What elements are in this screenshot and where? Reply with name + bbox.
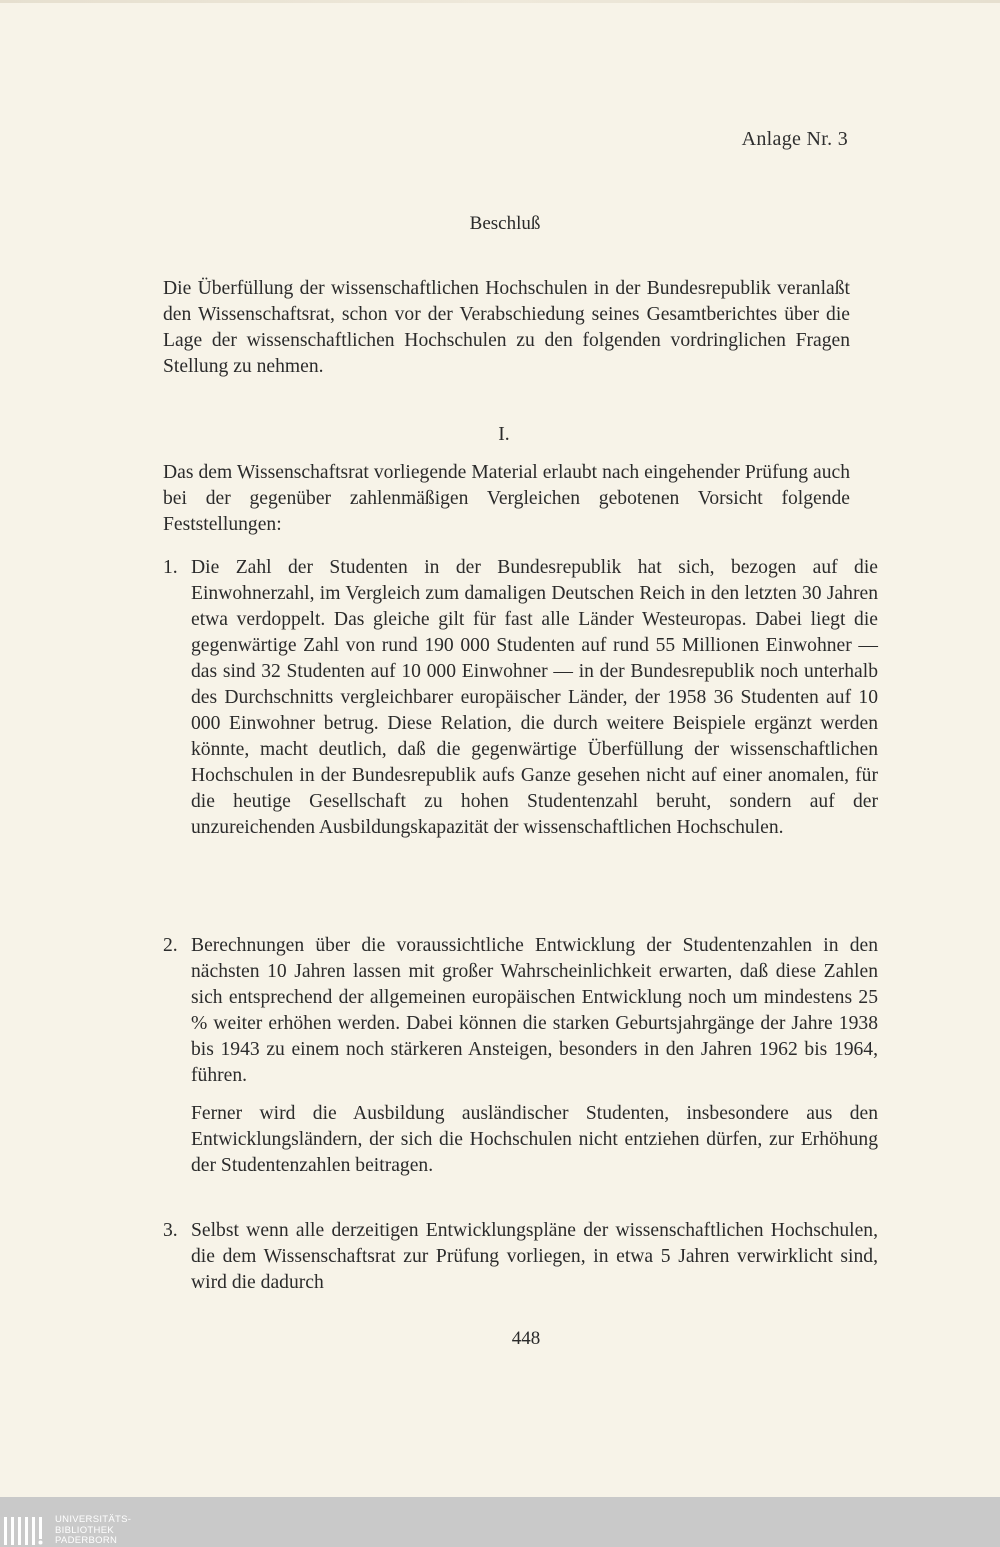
page-number: 448 xyxy=(511,1328,541,1349)
document-title: Beschluß xyxy=(469,213,541,234)
intro-paragraph xyxy=(163,276,850,380)
library-footer-bar xyxy=(0,1497,1000,1547)
list-item xyxy=(163,1218,878,1296)
library-name-line: UNIVERSITÄTS- xyxy=(55,1514,132,1525)
library-name xyxy=(55,1515,131,1547)
list-item xyxy=(163,555,878,841)
list-item-number: 3. xyxy=(163,1220,178,1241)
library-name-line: PADERBORN xyxy=(55,1535,118,1546)
list-item-text: Berechnungen über die voraussichtliche Entwicklung der Studentenzahlen in den nächsten 10 Jahren lassen mit großer Wahrscheinlichkeit erwarten, daß diese Zahlen sich entsprechend der allgemeinen europäischen Entwicklung noch um mindestens 25 % weiter erhöhen werden. Dabei können die starken Geburtsjahrgänge der Jahre 1938 bis 1943 zu einem noch stärkeren Ansteigen, besonders in den Jahren 1962 bis 1964, führen. xyxy=(191,935,878,1086)
intro-text: Die Überfüllung der wissenschaftlichen Hochschulen in der Bundesrepublik veranlaßt den Wissenschaftsrat, schon vor der Verabschiedung seines Gesamtberichtes über die Lage der wissenschaftlichen Hochschulen zu den folgenden vordringlichen Fragen Stellung zu nehmen. xyxy=(163,278,850,377)
list-item-text: Selbst wenn alle derzeitigen Entwicklungspläne der wissenschaftlichen Hochschulen, die dem Wissenschaftsrat zur Prüfung vorliegen, in etwa 5 Jahren verwirklicht sind, wird die dadurch xyxy=(191,1220,878,1293)
list-item-text: Die Zahl der Studenten in der Bundesrepublik hat sich, bezogen auf die Einwohnerzahl, im Vergleich zum damaligen Deutschen Reich in den letzten 30 Jahren etwa verdoppelt. Das gleiche gilt für fast alle Länder Westeuropas. Dabei liegt die gegenwärtige Zahl von rund 190 000 Studenten auf rund 55 Millionen Einwohner — das sind 32 Studenten auf 10 000 Einwohner — in der Bundesrepublik noch unterhalb des Durchschnitts vergleichbarer europäischer Länder, der 1958 36 Studenten auf 10 000 Einwohner betrug. Diese Relation, die durch weitere Beispiele ergänzt werden könnte, macht deutlich, daß die gegenwärtige Überfüllung der wissenschaftlichen Hochschulen in der Bundesrepublik aufs Ganze gesehen nicht auf einer anomalen, für die heutige Gesellschaft zu hohen Studentenzahl beruht, sondern auf der unzureichenden Ausbildungskapazität der wissenschaftlichen Hochschulen. xyxy=(191,557,878,838)
list-item-number: 2. xyxy=(163,935,178,956)
annex-label: Anlage Nr. 3 xyxy=(741,128,848,150)
list-item xyxy=(163,933,878,1179)
list-item-number: 1. xyxy=(163,557,178,578)
list-item-subparagraph: Ferner wird die Ausbildung ausländischer Studenten, insbesondere aus den Entwicklungsländern, der sich die Hochschulen nicht entziehen dürfen, zur Erhöhung der Studentenzahlen beitragen. xyxy=(191,1103,878,1176)
section-lead-paragraph xyxy=(163,460,850,538)
page-top-edge xyxy=(0,0,1000,3)
section-lead-text: Das dem Wissenschaftsrat vorliegende Material erlaubt nach eingehender Prüfung auch bei der gegenüber zahlenmäßigen Vergleichen gebotenen Vorsicht folgende Feststellungen: xyxy=(163,462,850,535)
section-numeral: I. xyxy=(498,424,510,445)
library-logo-icon xyxy=(2,1517,48,1545)
library-name-line: BIBLIOTHEK xyxy=(55,1524,114,1536)
